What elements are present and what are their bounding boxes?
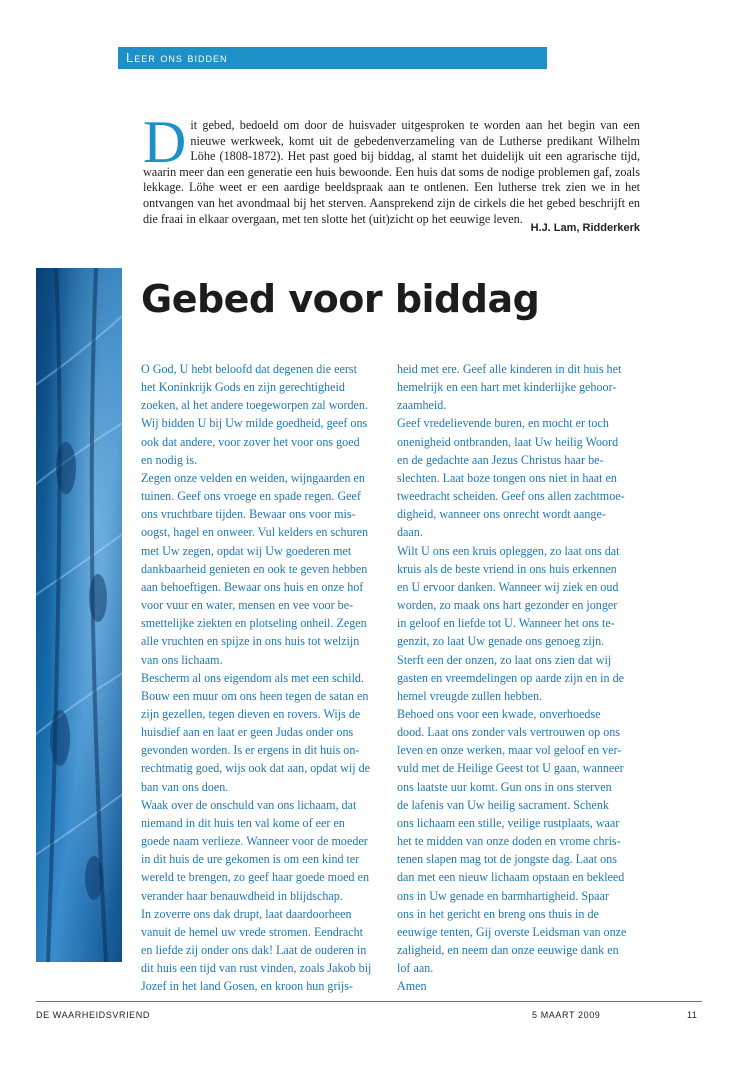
text-line: ons lichaam een stille, veilige rustplaats, waar bbox=[397, 815, 620, 830]
text-line: oogst, hagel en onweer. Vul kelders en schuren bbox=[141, 525, 369, 540]
text-line: heid met ere. Geef alle kinderen in dit huis het bbox=[397, 362, 622, 376]
text-line: ons in Uw genade en barmhartigheid. Spaar bbox=[397, 888, 609, 903]
text-line: tweedracht scheiden. Geef ons allen zachtmoe- bbox=[397, 489, 625, 504]
text-line: van ons lichaam. bbox=[141, 652, 223, 667]
text-line: in dit huis de ure gekomen is om een kind ter bbox=[141, 852, 360, 867]
text-line: het Koninkrijk Gods en zijn gerechtigheid bbox=[141, 380, 345, 395]
text-line: Geef vredelievende buren, en mocht er toch bbox=[397, 416, 609, 431]
intro-paragraph bbox=[143, 109, 640, 227]
text-line: met Uw zegen, opdat wij Uw goederen met bbox=[141, 543, 352, 558]
text-line: het te midden van onze doden en vrome chris- bbox=[397, 834, 621, 849]
footer-divider bbox=[36, 1001, 702, 1002]
text-line: dankbaarheid genieten en ook te geven hebben bbox=[141, 561, 368, 576]
text-line: Amen bbox=[397, 979, 427, 994]
text-line: dan met een nieuw lichaam opstaan en bekleed bbox=[397, 870, 625, 885]
text-line: Sterft een der onzen, zo laat ons zien dat wij bbox=[397, 652, 612, 667]
text-line: in geloof en liefde tot U. Wanneer het ons te- bbox=[397, 616, 615, 631]
text-line: tuinen. Geef ons vroege en spade regen. Geef bbox=[141, 489, 361, 504]
text-line: hemel vreugde zullen hebben. bbox=[397, 688, 543, 703]
text-line: onenigheid ontbranden, laat Uw heilig Woord bbox=[397, 434, 619, 449]
wheat-photo bbox=[36, 268, 122, 962]
text-line: O God, U hebt beloofd dat degenen die eerst bbox=[141, 362, 357, 376]
text-line: Wilt U ons een kruis opleggen, zo laat ons dat bbox=[397, 543, 620, 558]
intro-text: it gebed, bedoeld om door de huisvader uitgesproken te worden aan het begin van een nieuwe werkweek, komt uit de gebedenverzameling van de Lutherse predikant Wilhelm Löhe (1808-1872). Het past goed bij biddag, al stamt het duidelijk uit een agrarische tijd, waarin meer dan een generatie een huis bewoonde. Een huis dat soms de nodige problemen gaf, zoals lekkage. Löhe weet er een aardige beeldspraak aan te ontlenen. Een lutherse trek zien we in het ontvangen van het avondmaal bij het sterven. Aansprekend zijn de cirkels die het gebed beschrijft en die fraai in elkaar overgaan, met ten slotte het (uit)zicht op het eeuwige leven. bbox=[143, 118, 640, 226]
text-line: en liefde zij onder ons dak! Laat de ouderen in bbox=[141, 943, 367, 957]
text-line: en nodig is. bbox=[141, 452, 198, 467]
article-column-left bbox=[141, 360, 371, 995]
footer-page-number: 11 bbox=[687, 1010, 698, 1020]
text-line: gevonden worden. Is er ergens in dit huis on- bbox=[141, 743, 360, 758]
text-line: Waak over de onschuld van ons lichaam, dat bbox=[141, 797, 357, 812]
article-column-right bbox=[397, 360, 626, 995]
text-line: lof aan. bbox=[397, 961, 434, 976]
text-line: en de gedachte aan Jezus Christus haar be- bbox=[397, 452, 604, 467]
text-line: In zoverre ons dak drupt, laat daardoorheen bbox=[141, 906, 352, 921]
text-line: daan. bbox=[397, 525, 423, 540]
text-line: ook dat andere, voor zover het voor ons goed bbox=[141, 434, 360, 449]
text-line: alle vruchten en spijze in ons huis tot welzijn bbox=[141, 634, 360, 649]
text-line: kruis als de beste vriend in ons huis erkennen bbox=[397, 561, 617, 576]
text-line: dood. Laat ons zonder vals vertrouwen op ons bbox=[397, 725, 621, 740]
text-line: Behoed ons voor een kwade, onverhoedse bbox=[397, 706, 601, 721]
text-line: en U ervoor danken. Wanneer wij ziek en oud bbox=[397, 579, 619, 594]
text-line: zijn gezellen, tegen dieven en rovers. Wijs de bbox=[141, 706, 361, 721]
text-line: genzit, zo laat Uw genade ons genoeg zijn. bbox=[397, 634, 605, 649]
text-line: huisdief aan en laat er geen Judas onder ons bbox=[141, 725, 354, 740]
text-line: ban van ons doen. bbox=[141, 779, 229, 794]
text-line: verander haar benauwdheid in blijdschap. bbox=[141, 888, 343, 903]
section-header-bar bbox=[118, 47, 547, 69]
text-line: vuld met de Heilige Geest tot U gaan, wanneer bbox=[397, 761, 624, 776]
text-line: worden, zo maak ons hart gezonder en jonger bbox=[397, 598, 618, 613]
text-line: Wij bidden U bij Uw milde goedheid, geef ons bbox=[141, 416, 368, 431]
text-line: aan behoeftigen. Bewaar ons huis en onze hof bbox=[141, 579, 364, 594]
text-line: smettelijke ziekten en plotseling onheil. Zegen bbox=[141, 616, 367, 631]
text-line: eeuwige tenten, Gij overste Leidsman van onze bbox=[397, 924, 627, 939]
section-label: Leer ons bidden bbox=[126, 50, 228, 65]
text-line: zaligheid, en neem dan onze eeuwige dank en bbox=[397, 943, 619, 957]
article-title: Gebed voor biddag bbox=[141, 277, 540, 321]
text-line: Bouw een muur om ons heen tegen de satan en bbox=[141, 688, 369, 703]
text-line: hemelrijk en een hart met kinderlijke gehoor- bbox=[397, 380, 617, 395]
text-line: Bescherm al ons eigendom als met een schild. bbox=[141, 670, 365, 685]
text-line: dit huis een tijd van rust vinden, zoals Jakob bij bbox=[141, 961, 372, 976]
text-line: slechten. Laat boze tongen ons niet in haat en bbox=[397, 470, 617, 485]
text-line: Zegen onze velden en weiden, wijngaarden en bbox=[141, 470, 365, 485]
text-line: voor vuur en water, mensen en vee voor be- bbox=[141, 598, 354, 613]
text-line: goede naam verlieze. Wanneer voor de moeder bbox=[141, 834, 368, 849]
intro-author: H.J. Lam, Ridderkerk bbox=[530, 222, 640, 234]
footer-date: 5 MAART 2009 bbox=[532, 1010, 601, 1020]
text-line: niemand in dit huis ten val kome of eer en bbox=[141, 815, 345, 830]
text-line: zoeken, al het andere toegeworpen zal worden. bbox=[141, 398, 368, 413]
text-line: ons in het gericht en breng ons thuis in de bbox=[397, 906, 599, 921]
footer-publication: DE WAARHEIDSVRIEND bbox=[36, 1010, 150, 1020]
text-line: Jozef in het land Gosen, en kroon hun grijs- bbox=[141, 979, 353, 994]
text-line: ons vruchtbare tijden. Bewaar ons voor mis- bbox=[141, 507, 356, 522]
text-line: de lafenis van Uw heilig sacrament. Schenk bbox=[397, 797, 609, 812]
text-line: vanuit de hemel uw vrede stromen. Eendracht bbox=[141, 924, 363, 939]
text-line: leven en onze werken, maar vol geloof en ver- bbox=[397, 743, 622, 758]
text-line: ons laatste uur komt. Gun ons in ons sterven bbox=[397, 779, 612, 794]
drop-cap: D bbox=[143, 109, 187, 175]
text-line: digheid, wanneer ons onrecht wordt aange- bbox=[397, 507, 606, 522]
text-line: gasten en vreemdelingen op aarde zijn en in de bbox=[397, 670, 624, 685]
text-line: rechtmatig goed, wijs ook dat aan, opdat wij de bbox=[141, 761, 371, 776]
text-line: wereld te brengen, zo geef haar goede moed en bbox=[141, 870, 369, 885]
text-line: tenen slapen mag tot de jongste dag. Laat ons bbox=[397, 852, 617, 867]
text-line: zaamheid. bbox=[397, 398, 447, 413]
